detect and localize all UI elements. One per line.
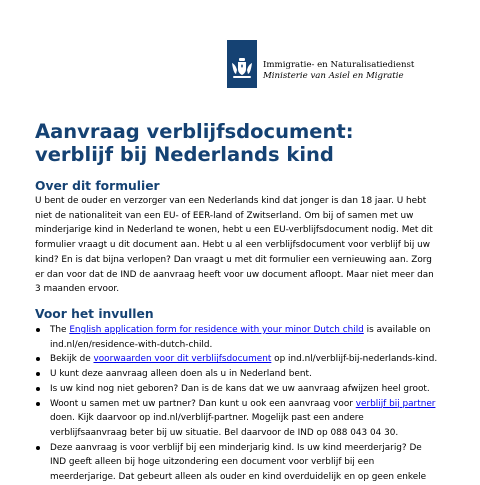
about-line: U bent de ouder en verzorger van een Nederlands kind dat jonger is dan 18 jaar. U hebt xyxy=(35,196,427,206)
page-title-line2: verblijf bij Nederlands kind xyxy=(35,143,334,166)
partner-residence-link[interactable]: verblijf bij partner xyxy=(355,398,436,409)
org-name-line1: Immigratie- en Naturalisatiedienst xyxy=(263,60,415,70)
item-text: doen. Kijk daarvoor op ind.nl/verblijf-partner. Mogelijk past een andere xyxy=(50,413,364,424)
item-text: The xyxy=(50,325,70,335)
list-item xyxy=(35,382,455,397)
page-title-line1: Aanvraag verblijfsdocument: xyxy=(35,120,354,143)
conditions-link[interactable]: voorwaarden voor dit verblijfsdocument xyxy=(93,354,272,365)
coat-of-arms-icon xyxy=(230,57,254,79)
about-line: 3 maanden ervoor. xyxy=(35,284,120,295)
item-text: Deze aanvraag is voor verblijf bij een minderjarig kind. Is uw kind meerderjarig? De xyxy=(50,442,422,453)
list-item xyxy=(35,397,455,441)
item-text: Is uw kind nog niet geboren? Dan is de kans dat we uw aanvraag afwijzen heel groot. xyxy=(50,383,430,394)
item-text: Woont u samen met uw partner? Dan kunt u ook een aanvraag voor xyxy=(50,398,356,409)
instructions-list xyxy=(35,323,455,485)
item-text: meerderjarige. Dat gebeurt alleen als ouder en kind overduidelijk en op geen enkele xyxy=(50,472,427,483)
list-item xyxy=(35,441,455,485)
item-text: IND geeft alleen bij hoge uitzondering een document voor verblijf bij een xyxy=(50,457,375,468)
page-title xyxy=(35,120,455,166)
list-item xyxy=(35,352,455,367)
section-heading-filling: Voor het invullen xyxy=(35,307,154,321)
about-line: formulier vraagt u dit document aan. Hebt u al een verblijfsdocument voor verblijf bij uw xyxy=(35,240,431,251)
item-text: U kunt deze aanvraag alleen doen als u in Nederland bent. xyxy=(50,369,312,380)
organisation-name xyxy=(263,60,414,82)
about-line: minderjarige kind in Nederland te wonen, hebt u een EU-verblijfsdocument nodig. Met dit xyxy=(35,225,433,236)
section-heading-about: Over dit formulier xyxy=(35,179,160,193)
item-text: verblijfsaanvraag beter bij uw situatie. Bel daarvoor de IND op 088 043 04 30. xyxy=(50,427,399,438)
logo-band xyxy=(227,40,257,88)
org-name-line2: Ministerie van Asiel en Migratie xyxy=(263,71,404,81)
item-text: Bekijk de xyxy=(50,354,94,365)
item-text: ind.nl/en/residence-with-dutch-child. xyxy=(50,339,213,350)
about-line: niet de nationaliteit van een EU- of EER-land of Zwitserland. Om bij of samen met uw xyxy=(35,210,414,221)
about-line: kind? En is dat bijna verlopen? Dan vraagt u met dit formulier een vernieuwing aan. Zorg xyxy=(35,254,432,265)
list-item xyxy=(35,367,455,382)
list-item xyxy=(35,323,455,352)
item-text: op ind.nl/verblijf-bij-nederlands-kind. xyxy=(271,354,438,365)
about-line: er dan voor dat de IND de aanvraag heeft voor uw document afloopt. Maar niet meer dan xyxy=(35,269,434,280)
english-form-link[interactable]: English application form for residence with your minor Dutch child xyxy=(69,325,364,335)
about-paragraph xyxy=(35,194,445,297)
item-text: is available on xyxy=(363,325,431,335)
